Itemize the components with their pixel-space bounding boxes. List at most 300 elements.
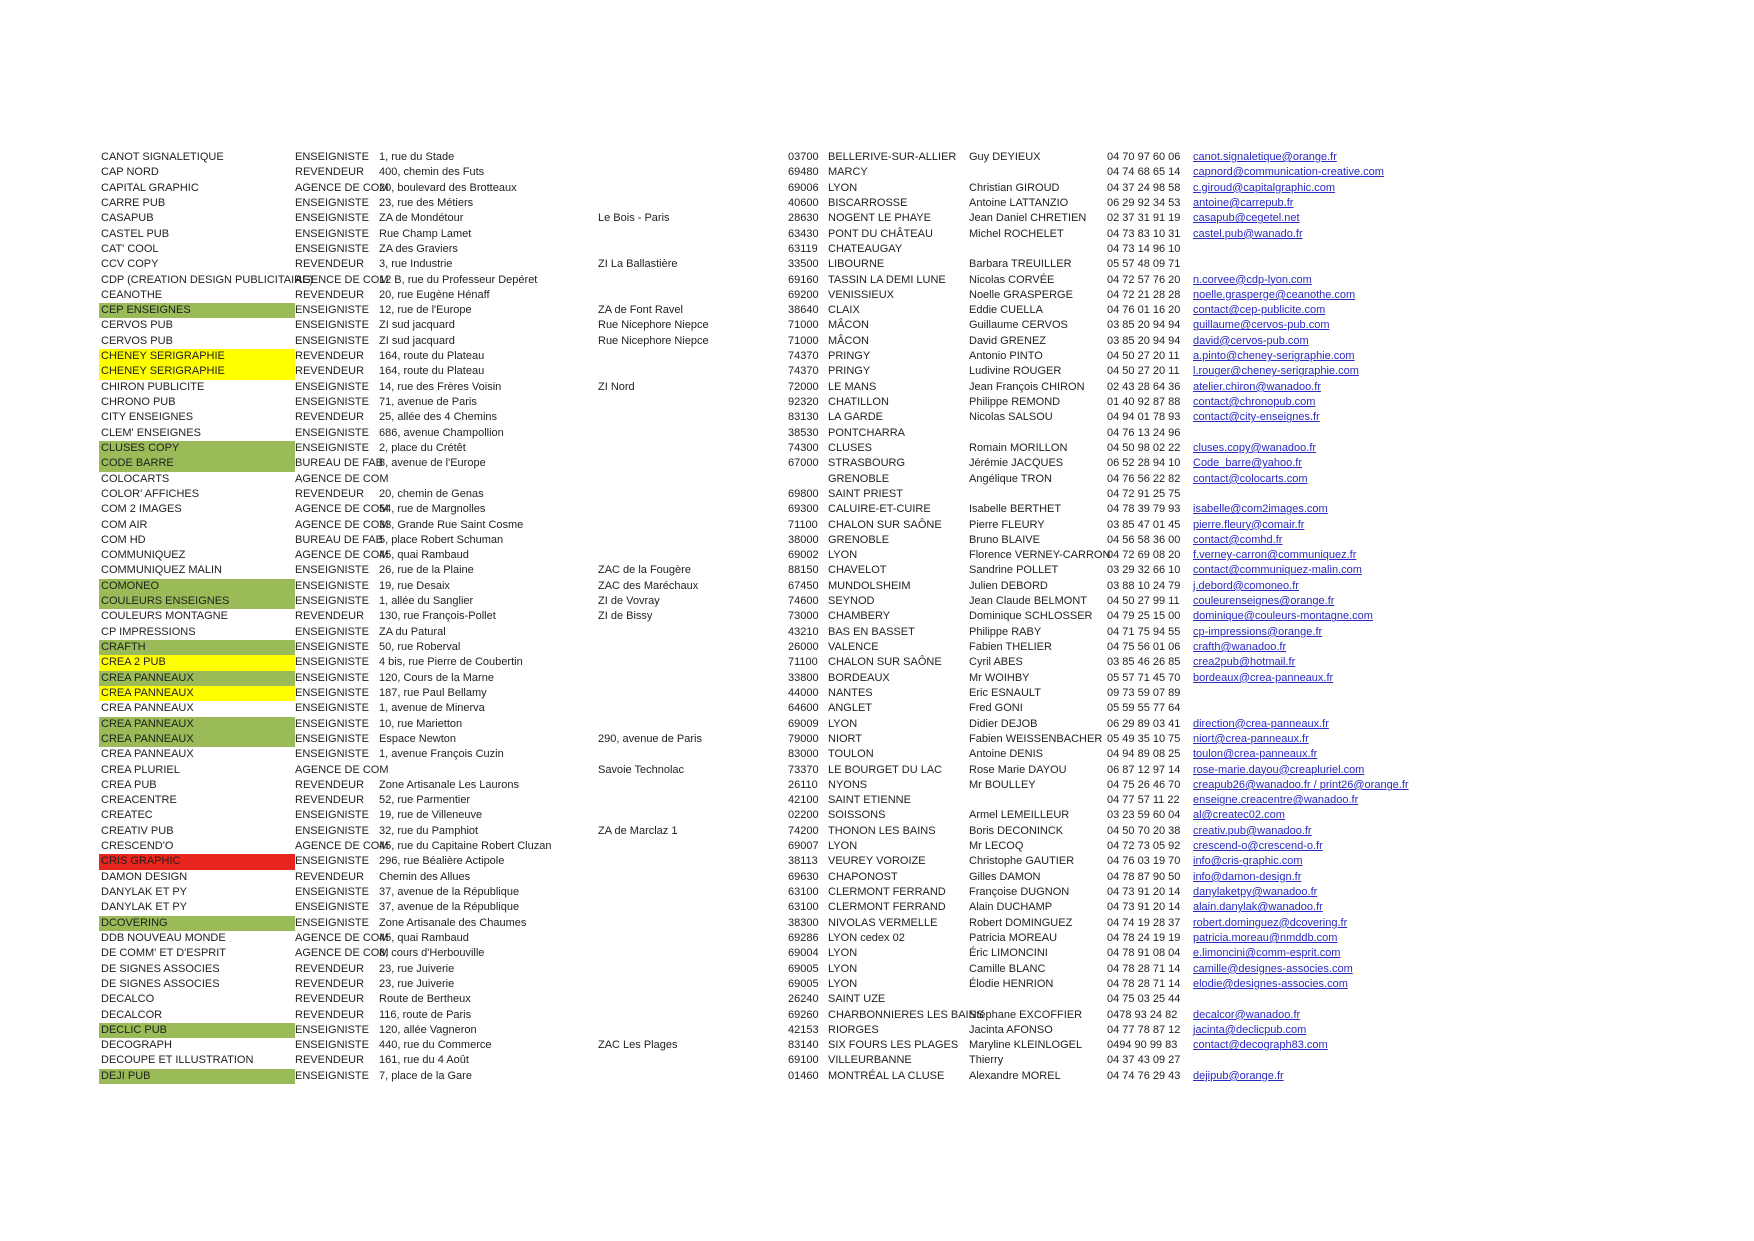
company-type-cell[interactable]: REVENDEUR [295,778,365,791]
address-cell[interactable]: 440, rue du Commerce [379,1039,492,1052]
company-type-cell[interactable]: REVENDEUR [295,1008,365,1021]
contact-name-cell[interactable]: David GRENEZ [969,334,1047,347]
phone-cell[interactable]: 04 73 14 96 10 [1107,242,1181,255]
company-type-cell[interactable]: ENSEIGNISTE [295,242,369,255]
company-type-cell[interactable]: ENSEIGNISTE [295,717,369,730]
contact-name-cell[interactable]: Ludivine ROUGER [969,365,1062,378]
company-name-cell[interactable]: DDB NOUVEAU MONDE [101,931,226,944]
company-type-cell[interactable]: ENSEIGNISTE [295,1039,369,1052]
address2-cell[interactable] [598,717,788,732]
address2-cell[interactable] [598,288,788,303]
contact-name-cell[interactable]: Fabien WEISSENBACHER [969,732,1103,745]
phone-cell[interactable]: 04 70 97 60 06 [1107,151,1181,163]
company-type-cell[interactable]: ENSEIGNISTE [295,641,369,653]
address-cell[interactable]: 10, rue Marietton [379,717,463,730]
email-link[interactable]: atelier.chiron@wanadoo.fr [1193,380,1321,393]
address2-cell[interactable] [598,472,788,487]
contact-name-cell[interactable] [969,242,1107,257]
postal-city-cell[interactable] [788,349,969,364]
company-type-cell[interactable]: REVENDEUR [295,487,365,500]
email-cell[interactable] [1193,227,1719,242]
postal-city-cell[interactable] [788,211,969,226]
phone-cell[interactable]: 02 37 31 91 19 [1107,212,1181,225]
email-link[interactable]: j.debord@comoneo.fr [1193,579,1299,592]
email-cell[interactable] [1193,793,1719,808]
postal-city-cell[interactable] [788,977,969,992]
address-cell[interactable]: 50, rue Roberval [379,641,461,653]
postal-city-cell[interactable] [788,640,969,655]
company-type-cell[interactable]: REVENDEUR [295,411,365,424]
email-cell[interactable] [1193,778,1719,793]
address2-cell[interactable] [598,870,788,885]
phone-cell[interactable]: 04 78 91 08 04 [1107,947,1181,960]
email-cell[interactable] [1193,655,1719,670]
phone-cell[interactable]: 03 85 20 94 94 [1107,319,1181,332]
contact-name-cell[interactable]: Maryline KLEINLOGEL [969,1039,1083,1052]
address-cell[interactable]: 120, Cours de la Marne [379,671,494,684]
email-cell[interactable] [1193,1053,1719,1068]
email-cell[interactable] [1193,609,1719,624]
email-link[interactable]: contact@cep-publicite.com [1193,304,1326,317]
phone-cell[interactable]: 04 73 91 20 14 [1107,901,1181,914]
company-type-cell[interactable]: REVENDEUR [295,870,365,883]
email-cell[interactable] [1193,824,1719,839]
contact-name-cell[interactable]: Fred GONI [969,702,1023,715]
address2-cell[interactable]: ZI de Bissy [598,610,653,623]
email-link[interactable]: contact@decograph83.com [1193,1039,1328,1052]
postal-city-cell[interactable] [788,763,969,778]
contact-name-cell[interactable]: Thierry [969,1054,1004,1067]
company-type-cell[interactable]: ENSEIGNISTE [295,809,369,822]
contact-name-cell[interactable]: Barbara TREUILLER [969,258,1072,271]
phone-cell[interactable]: 06 29 89 03 41 [1107,717,1181,730]
contact-name-cell[interactable] [969,165,1107,180]
email-link[interactable]: dejipub@orange.fr [1193,1069,1284,1082]
address2-cell[interactable] [598,441,788,456]
address-cell[interactable]: 3, rue Industrie [379,258,453,271]
postal-city-cell[interactable] [788,625,969,640]
company-name-cell[interactable]: CLEM' ENSEIGNES [101,426,201,439]
email-link[interactable]: a.pinto@cheney-serigraphie.com [1193,350,1355,363]
company-type-cell[interactable]: ENSEIGNISTE [295,1069,369,1082]
phone-cell[interactable]: 04 78 87 90 50 [1107,870,1181,883]
phone-cell[interactable]: 04 37 24 98 58 [1107,181,1181,194]
address-cell[interactable]: 686, avenue Champollion [379,426,504,439]
email-cell[interactable] [1193,533,1719,548]
postal-city-cell[interactable] [788,456,969,471]
company-type-cell[interactable]: ENSEIGNISTE [295,824,369,837]
phone-cell[interactable]: 04 72 73 05 92 [1107,840,1181,853]
phone-cell[interactable]: 05 49 35 10 75 [1107,732,1181,745]
email-link[interactable]: elodie@designes-associes.com [1193,977,1348,990]
address-cell[interactable]: 12, rue de l'Europe [379,304,472,317]
phone-cell[interactable]: 04 75 26 46 70 [1107,778,1181,791]
email-link[interactable]: contact@city-enseignes.fr [1193,411,1320,424]
contact-name-cell[interactable]: Philippe RABY [969,625,1042,638]
company-name-cell[interactable]: DCOVERING [99,916,295,931]
address-cell[interactable]: 4 bis, rue Pierre de Coubertin [379,656,523,669]
postal-city-cell[interactable] [788,854,969,869]
address-cell[interactable]: 2, place du Crétêt [379,441,466,454]
email-link[interactable]: cp-impressions@orange.fr [1193,625,1323,638]
company-name-cell[interactable]: CEANOTHE [101,288,163,301]
company-name-cell[interactable]: CP IMPRESSIONS [101,625,196,638]
address-cell[interactable]: 26, rue de la Plaine [379,564,474,577]
company-name-cell[interactable]: CAT' COOL [101,242,159,255]
company-name-cell[interactable]: DE COMM' ET D'ESPRIT [101,947,227,960]
email-link[interactable]: decalcor@wanadoo.fr [1193,1008,1301,1021]
address2-cell[interactable] [598,196,788,211]
email-cell[interactable] [1193,808,1719,823]
company-type-cell[interactable]: AGENCE DE COM [295,518,389,531]
email-cell[interactable] [1193,977,1719,992]
email-link[interactable]: danylaketpy@wanadoo.fr [1193,886,1318,898]
contact-name-cell[interactable]: Julien DEBORD [969,579,1048,592]
email-cell[interactable] [1193,1069,1719,1084]
phone-cell[interactable]: 04 56 58 36 00 [1107,533,1181,546]
contact-name-cell[interactable]: Dominique SCHLOSSER [969,610,1093,623]
address-cell[interactable]: 20, boulevard des Brotteaux [379,181,517,194]
address2-cell[interactable]: Rue Nicephore Niepce [598,319,709,332]
company-name-cell[interactable]: CRAFTH [99,640,295,655]
email-link[interactable]: guillaume@cervos-pub.com [1193,319,1330,332]
address-cell[interactable]: 161, rue du 4 Août [379,1054,469,1067]
email-cell[interactable] [1193,747,1719,762]
email-link[interactable]: n.corvee@cdp-lyon.com [1193,273,1312,286]
email-link[interactable]: niort@crea-panneaux.fr [1193,732,1309,745]
company-name-cell[interactable]: COLOCARTS [101,472,170,485]
company-name-cell[interactable]: CDP (CREATION DESIGN PUBLICITAIRE) [101,273,314,286]
email-link[interactable]: contact@communiquez-malin.com [1193,564,1362,577]
address2-cell[interactable]: ZI Nord [598,380,635,393]
company-name-cell[interactable]: CHENEY SERIGRAPHIE [99,364,295,379]
company-type-cell[interactable]: REVENDEUR [295,962,365,975]
address-cell[interactable]: 23, rue Juiverie [379,977,455,990]
company-type-cell[interactable]: REVENDEUR [295,977,365,990]
contact-name-cell[interactable]: Angélique TRON [969,472,1052,485]
company-name-cell[interactable]: DANYLAK ET PY [101,886,187,898]
address2-cell[interactable]: Rue Nicephore Niepce [598,334,709,347]
company-name-cell[interactable]: DECLIC PUB [99,1023,295,1038]
address2-cell[interactable] [598,625,788,640]
address2-cell[interactable] [598,502,788,517]
email-cell[interactable] [1193,487,1719,502]
company-type-cell[interactable]: REVENDEUR [295,166,365,179]
company-type-cell[interactable]: REVENDEUR [295,610,365,623]
postal-city-cell[interactable] [788,165,969,180]
contact-name-cell[interactable]: Alexandre MOREL [969,1069,1061,1082]
email-link[interactable]: castel.pub@wanado.fr [1193,227,1303,240]
company-type-cell[interactable]: REVENDEUR [295,794,365,807]
email-link[interactable]: enseigne.creacentre@wanadoo.fr [1193,794,1359,807]
postal-city-cell[interactable] [788,364,969,379]
address-cell[interactable]: 164, route du Plateau [379,365,485,378]
email-link[interactable]: alain.danylak@wanadoo.fr [1193,901,1323,914]
company-name-cell[interactable]: COM AIR [101,518,148,531]
postal-city-cell[interactable] [788,717,969,732]
address2-cell[interactable] [598,778,788,793]
phone-cell[interactable]: 04 76 56 22 82 [1107,472,1181,485]
contact-name-cell[interactable]: Françoise DUGNON [969,886,1070,898]
email-cell[interactable] [1193,916,1719,931]
company-name-cell[interactable]: CREACENTRE [101,794,177,807]
address2-cell[interactable] [598,916,788,931]
email-cell[interactable] [1193,962,1719,977]
contact-name-cell[interactable]: Guillaume CERVOS [969,319,1068,332]
contact-name-cell[interactable]: Pierre FLEURY [969,518,1045,531]
postal-city-cell[interactable] [788,747,969,762]
company-name-cell[interactable]: CRIS GRAPHIC [99,854,295,869]
company-type-cell[interactable]: ENSEIGNISTE [295,227,369,240]
postal-city-cell[interactable] [788,318,969,333]
address-cell[interactable]: 8, avenue de l'Europe [379,457,486,470]
company-name-cell[interactable]: CREA PANNEAUX [99,717,295,732]
email-link[interactable]: direction@crea-panneaux.fr [1193,717,1329,730]
contact-name-cell[interactable]: Christophe GAUTIER [969,855,1075,868]
email-link[interactable]: david@cervos-pub.com [1193,334,1309,347]
address2-cell[interactable] [598,854,788,869]
email-cell[interactable] [1193,732,1719,747]
postal-city-cell[interactable] [788,1038,969,1053]
address-cell[interactable]: 296, rue Béalière Actipole [379,855,505,868]
email-link[interactable]: pierre.fleury@comair.fr [1193,518,1305,531]
address-cell[interactable] [379,472,598,487]
phone-cell[interactable]: 04 75 03 25 44 [1107,993,1181,1006]
postal-city-cell[interactable] [788,931,969,946]
postal-city-cell[interactable] [788,472,969,487]
postal-city-cell[interactable] [788,181,969,196]
email-cell[interactable] [1193,211,1719,226]
email-link[interactable]: antoine@carrepub.fr [1193,196,1294,209]
company-type-cell[interactable]: ENSEIGNISTE [295,334,369,347]
company-type-cell[interactable]: ENSEIGNISTE [295,855,369,868]
postal-city-cell[interactable] [788,824,969,839]
phone-cell[interactable]: 04 50 27 20 11 [1107,365,1180,378]
contact-name-cell[interactable]: Fabien THELIER [969,641,1052,653]
address2-cell[interactable] [598,487,788,502]
phone-cell[interactable]: 06 87 12 97 14 [1107,763,1181,776]
phone-cell[interactable]: 04 77 57 11 22 [1107,794,1180,807]
phone-cell[interactable]: 03 23 59 60 04 [1107,809,1181,822]
email-link[interactable]: bordeaux@crea-panneaux.fr [1193,671,1334,684]
contact-name-cell[interactable]: Jean Claude BELMONT [969,595,1087,608]
company-type-cell[interactable]: AGENCE DE COM [295,472,389,485]
company-name-cell[interactable]: COMONEO [99,579,295,594]
address-cell[interactable]: 1, rue du Stade [379,151,455,163]
address-cell[interactable]: 8, cours d'Herbouville [379,947,485,960]
email-cell[interactable] [1193,625,1719,640]
company-type-cell[interactable]: ENSEIGNISTE [295,886,369,898]
email-link[interactable]: robert.dominguez@dcovering.fr [1193,916,1348,929]
phone-cell[interactable]: 04 74 19 28 37 [1107,916,1181,929]
address-cell[interactable]: 32, rue du Pamphiot [379,824,479,837]
company-type-cell[interactable]: AGENCE DE COM [295,549,389,562]
email-cell[interactable] [1193,181,1719,196]
email-link[interactable]: canot.signaletique@orange.fr [1193,151,1337,163]
phone-cell[interactable]: 04 77 78 87 12 [1107,1023,1181,1036]
address2-cell[interactable] [598,227,788,242]
address2-cell[interactable]: ZAC des Maréchaux [598,579,699,592]
company-name-cell[interactable]: DECOUPE ET ILLUSTRATION [101,1054,254,1067]
phone-cell[interactable]: 03 85 47 01 45 [1107,518,1181,531]
phone-cell[interactable]: 0494 90 99 83 [1107,1039,1178,1052]
address-cell[interactable]: 7, place de la Gare [379,1069,472,1082]
company-type-cell[interactable]: ENSEIGNISTE [295,732,369,745]
email-cell[interactable] [1193,288,1719,303]
company-name-cell[interactable]: CREA PANNEAUX [99,671,295,686]
contact-name-cell[interactable]: Nicolas SALSOU [969,411,1053,424]
phone-cell[interactable]: 04 76 03 19 70 [1107,855,1181,868]
address-cell[interactable]: 52, rue Parmentier [379,794,471,807]
contact-name-cell[interactable]: Christian GIROUD [969,181,1060,194]
company-type-cell[interactable]: REVENDEUR [295,365,365,378]
company-type-cell[interactable]: ENSEIGNISTE [295,319,369,332]
company-name-cell[interactable]: DECALCO [101,993,155,1006]
email-cell[interactable] [1193,946,1719,961]
company-type-cell[interactable]: ENSEIGNISTE [295,564,369,577]
contact-name-cell[interactable]: Jérémie JACQUES [969,457,1064,470]
postal-city-cell[interactable] [788,916,969,931]
phone-cell[interactable]: 04 72 21 28 28 [1107,288,1181,301]
postal-city-cell[interactable] [788,380,969,395]
address-cell[interactable]: 130, rue François-Pollet [379,610,496,623]
address-cell[interactable]: 164, route du Plateau [379,350,485,363]
address-cell[interactable]: 14, rue des Frères Voisin [379,380,502,393]
address-cell[interactable]: Zone Artisanale Les Laurons [379,778,520,791]
postal-city-cell[interactable] [788,609,969,624]
company-type-cell[interactable]: ENSEIGNISTE [295,595,369,608]
contact-name-cell[interactable]: Florence VERNEY-CARRON [969,549,1111,562]
email-link[interactable]: l.rouger@cheney-serigraphie.com [1193,365,1359,378]
phone-cell[interactable]: 04 78 24 19 19 [1107,931,1181,944]
company-type-cell[interactable]: ENSEIGNISTE [295,212,369,225]
contact-name-cell[interactable] [969,992,1107,1007]
phone-cell[interactable]: 03 29 32 66 10 [1107,564,1181,577]
contact-name-cell[interactable]: Robert DOMINGUEZ [969,916,1073,929]
address-cell[interactable]: 25, allée des 4 Chemins [379,411,498,424]
email-cell[interactable] [1193,1008,1719,1023]
contact-name-cell[interactable]: Antoine DENIS [969,748,1043,761]
email-cell[interactable] [1193,900,1719,915]
phone-cell[interactable]: 06 29 92 34 53 [1107,196,1181,209]
email-cell[interactable] [1193,395,1719,410]
email-link[interactable]: casapub@cegetel.net [1193,212,1300,225]
company-name-cell[interactable]: CASTEL PUB [101,227,170,240]
email-cell[interactable] [1193,273,1719,288]
postal-city-cell[interactable] [788,303,969,318]
company-type-cell[interactable]: AGENCE DE COM [295,947,389,960]
company-name-cell[interactable]: CREA PANNEAUX [99,686,295,701]
address-cell[interactable]: 1, avenue François Cuzin [379,748,504,761]
email-cell[interactable] [1193,303,1719,318]
email-link[interactable]: creapub26@wanadoo.fr / print26@orange.fr [1193,778,1409,791]
postal-city-cell[interactable] [788,701,969,716]
phone-cell[interactable]: 04 73 83 10 31 [1107,227,1181,240]
company-name-cell[interactable]: COM HD [101,533,146,546]
email-cell[interactable] [1193,518,1719,533]
address2-cell[interactable] [598,808,788,823]
company-name-cell[interactable]: COLOR' AFFICHES [101,487,200,500]
contact-name-cell[interactable]: Michel ROCHELET [969,227,1064,240]
postal-city-cell[interactable] [788,671,969,686]
company-name-cell[interactable]: CREATIV PUB [101,824,174,837]
contact-name-cell[interactable] [969,793,1107,808]
postal-city-cell[interactable] [788,885,969,900]
address2-cell[interactable] [598,1053,788,1068]
company-type-cell[interactable]: ENSEIGNISTE [295,304,369,317]
company-name-cell[interactable]: CREATEC [101,809,153,822]
company-type-cell[interactable]: ENSEIGNISTE [295,916,369,929]
company-name-cell[interactable]: CREA 2 PUB [99,655,295,670]
postal-city-cell[interactable] [788,196,969,211]
address2-cell[interactable] [598,364,788,379]
email-link[interactable]: noelle.grasperge@ceanothe.com [1193,288,1356,301]
email-cell[interactable] [1193,441,1719,456]
company-type-cell[interactable]: REVENDEUR [295,993,365,1006]
address-cell[interactable]: 37, avenue de la République [379,901,520,914]
email-cell[interactable] [1193,594,1719,609]
company-name-cell[interactable]: CITY ENSEIGNES [101,411,194,424]
address2-cell[interactable] [598,686,788,701]
contact-name-cell[interactable]: Alain DUCHAMP [969,901,1053,914]
contact-name-cell[interactable]: Bruno BLAIVE [969,533,1040,546]
address2-cell[interactable] [598,701,788,716]
contact-name-cell[interactable]: Mr LECOQ [969,840,1024,853]
address-cell[interactable]: 45, quai Rambaud [379,931,469,944]
postal-city-cell[interactable] [788,273,969,288]
phone-cell[interactable]: 04 74 68 65 14 [1107,166,1181,179]
email-cell[interactable] [1193,854,1719,869]
email-cell[interactable] [1193,165,1719,180]
contact-name-cell[interactable]: Isabelle BERTHET [969,503,1062,516]
address2-cell[interactable] [598,962,788,977]
email-link[interactable]: isabelle@com2images.com [1193,503,1328,516]
company-type-cell[interactable]: ENSEIGNISTE [295,196,369,209]
company-name-cell[interactable]: CREA PANNEAUX [101,748,194,761]
phone-cell[interactable]: 04 72 57 76 20 [1107,273,1181,286]
email-cell[interactable] [1193,456,1719,471]
address2-cell[interactable] [598,885,788,900]
postal-city-cell[interactable] [788,502,969,517]
contact-name-cell[interactable]: Antoine LATTANZIO [969,196,1069,209]
email-cell[interactable] [1193,380,1719,395]
phone-cell[interactable]: 09 73 59 07 89 [1107,686,1181,699]
email-cell[interactable] [1193,257,1719,272]
phone-cell[interactable]: 03 88 10 24 79 [1107,579,1181,592]
email-cell[interactable] [1193,839,1719,854]
address2-cell[interactable] [598,395,788,410]
company-type-cell[interactable]: AGENCE DE COM [295,181,389,194]
email-cell[interactable] [1193,502,1719,517]
contact-name-cell[interactable]: Jean François CHIRON [969,380,1085,393]
phone-cell[interactable]: 02 43 28 64 36 [1107,380,1181,393]
email-link[interactable]: cluses.copy@wanadoo.fr [1193,441,1317,454]
phone-cell[interactable]: 04 73 91 20 14 [1107,886,1181,898]
contact-name-cell[interactable]: Jean Daniel CHRETIEN [969,212,1087,225]
company-type-cell[interactable]: AGENCE DE COM [295,840,389,853]
address2-cell[interactable] [598,533,788,548]
address2-cell[interactable] [598,655,788,670]
email-link[interactable]: Code_barre@yahoo.fr [1193,457,1303,470]
phone-cell[interactable]: 04 37 43 09 27 [1107,1054,1181,1067]
email-link[interactable]: info@cris-graphic.com [1193,855,1303,868]
address-cell[interactable]: 19, rue Desaix [379,579,450,592]
address-cell[interactable]: 20, rue Eugène Hénaff [379,288,490,301]
address2-cell[interactable] [598,1008,788,1023]
postal-city-cell[interactable] [788,594,969,609]
phone-cell[interactable]: 04 50 98 02 22 [1107,441,1181,454]
company-name-cell[interactable]: COULEURS ENSEIGNES [99,594,295,609]
